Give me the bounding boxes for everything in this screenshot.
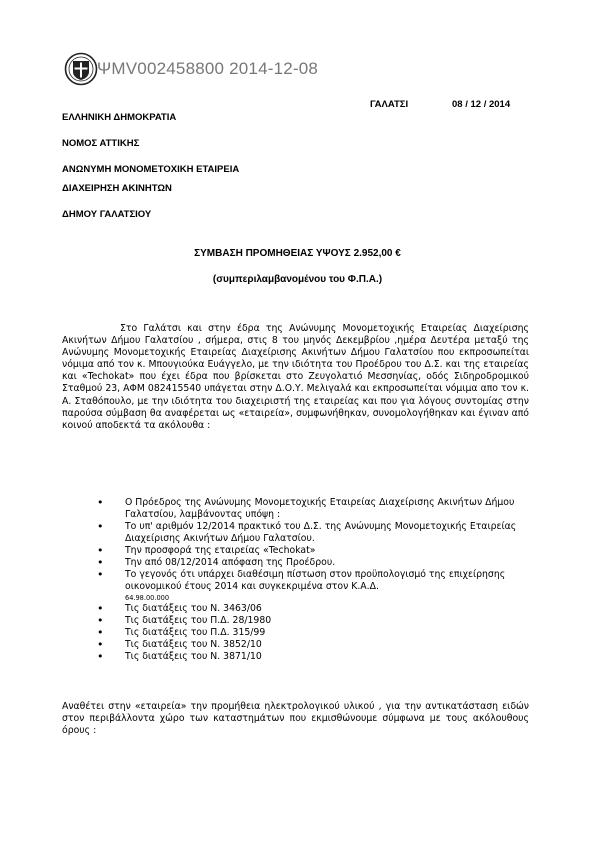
contract-subtitle: (συμπεριλαμβανομένου του Φ.Π.Α.) [212,274,383,285]
header-company-activity: ΔΙΑΧΕΙΡΗΣΗ ΑΚΙΝΗΤΩΝ [62,183,172,194]
budget-code: 64.98.00.000 [125,594,170,602]
list-item: • Τις διατάξεις του Ν. 3852/10 [110,639,530,651]
header-company-type: ΑΝΩΝΥΜΗ ΜΟΝΟΜΕΤΟΧΙΚΗ ΕΤΑΙΡΕΙΑ [62,164,240,175]
list-item: • Τις διατάξεις του Π.Δ. 315/99 [110,627,530,639]
intro-paragraph: Στο Γαλάτσι και στην έδρα της Ανώνυμης Μονομετοχικής Εταιρείας Διαχείρισης Ακινήτων Δήμου Γαλατσίου , σήμερα, στις 8 του μηνός Δεκεμβρίου ,ημέρα Δευτέρα μεταξύ της Ανώνυμης Μονομετοχικής Εταιρείας Διαχείρισης Ακινήτων Δήμου Γαλατσίου που εκπροσωπείται νόμιμα από τον κ. Μπουγιούκα Ευάγγελο, με την ιδιότητα του Προέδρου του Δ.Σ. και της εταιρείας και «Techokat» που έχει έδρα που βρίσκεται στο Ζευγολατιό Μεσσηνίας, οδός Σιδηροδρομικού Σταθμού 23, ΑΦΜ 082415540 υπάγεται στην Δ.Ο.Υ. Μελιγαλά και εκπροσωπείται νόμιμα απο τον κ. Α. Σταθόπουλο, με την ιδιότητα του διαχειριστή της εταιρείας και που για λόγους συντομίας στην παρούσα σύμβαση θα αναφέρεται ως «εταιρεία», συμφωνήθηκαν, συνομολογήθηκαν και έγιναν από κοινού αποδεκτά τα ακόλουθα : [62,323,529,431]
list-item: • Τις διατάξεις του Π.Δ. 28/1980 [110,615,530,627]
contract-title: ΣΥΜΒΑΣΗ ΠΡΟΜΗΘΕΙΑΣ ΥΨΟΥΣ 2.952,00 € [194,248,401,259]
list-item: • Το υπ' αριθμόν 12/2014 πρακτικό του Δ.Σ. της Ανώνυμης Μονομετοχικής Εταιρείας Διαχείρισης Ακινήτων Δήμου Γαλατσίου. [110,521,530,545]
list-item: • Το γεγονός ότι υπάρχει διαθέσιμη πίστωση στον προϋπολογισμό της επιχείρησης οικονομικού έτους 2014 και συγκεκριμένα στον Κ.Α.Δ. [110,569,530,593]
list-item: • Την προσφορά της εταιρείας «Techokat» [110,545,530,557]
list-item: • Τις διατάξεις του Ν. 3463/06 [110,603,530,615]
list-item: • Τις διατάξεις του Ν. 3871/10 [110,651,530,663]
document-date: 08 / 12 / 2014 [452,99,511,110]
header-prefecture: ΝΟΜΟΣ ΑΤΤΙΚΗΣ [62,138,140,149]
list-item: • Ο Πρόεδρος της Ανώνυμης Μονομετοχικής Εταιρείας Διαχείρισης Ακινήτων Δήμου Γαλατσίου, λαμβάνοντας υπόψη : [110,497,530,521]
header-municipality: ΔΗΜΟΥ ΓΑΛΑΤΣΙΟΥ [62,209,152,220]
greek-coat-of-arms-icon [64,52,98,86]
place-label: ΓΑΛΑΤΣΙ [370,99,409,110]
closing-paragraph: Αναθέτει στην «εταιρεία» την προμήθεια ηλεκτρολογικού υλικού , για την αντικατάσταση ειδών στον περιβάλλοντα χώρο των καταστημάτων που εκμισθώνουμε σύμφωνα με τους ακόλουθους όρους : [62,701,529,737]
document-reference-stamp: ΨΜV002458800 2014-12-08 [97,59,319,78]
list-item: • Την από 08/12/2014 απόφαση της Προέδρου. [110,557,530,569]
considerations-list [110,497,530,663]
header-republic: ΕΛΛΗΝΙΚΗ ΔΗΜΟΚΡΑΤΙΑ [62,112,177,123]
